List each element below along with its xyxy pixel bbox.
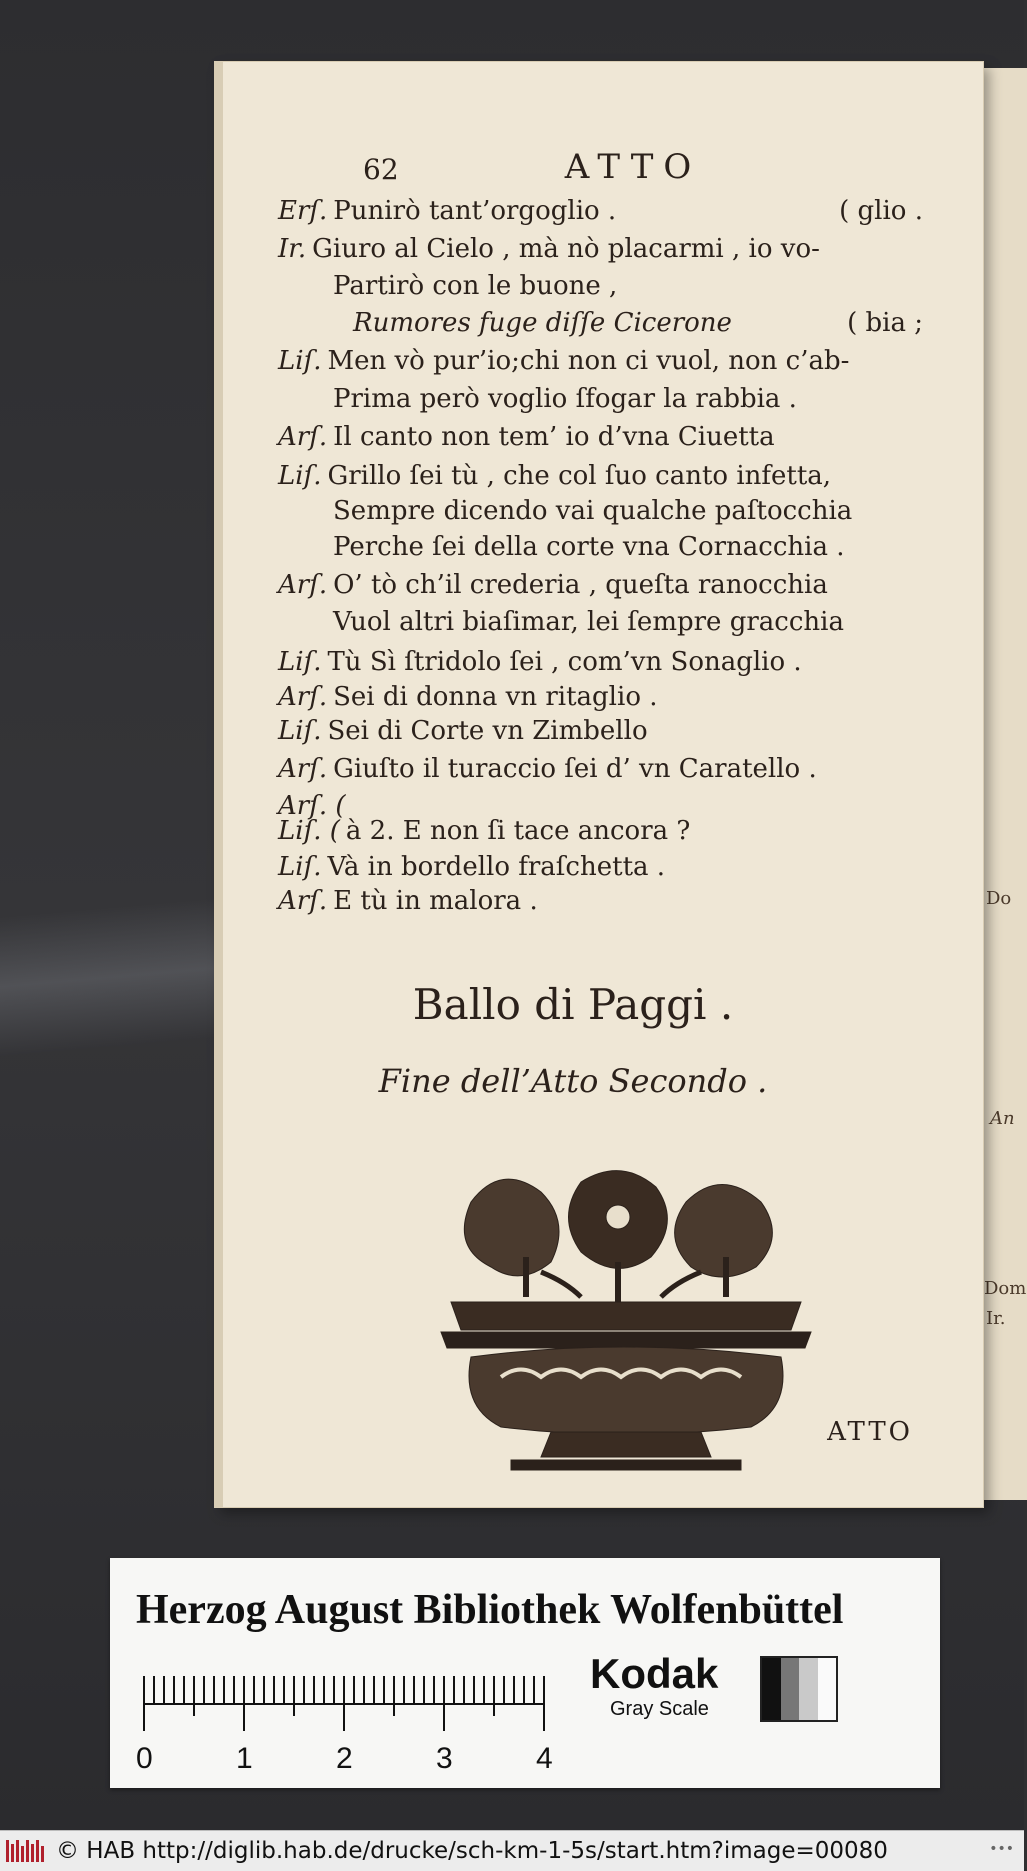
page-number: 62 [363, 153, 399, 186]
ruler-number: 1 [236, 1742, 253, 1775]
status-bar [0, 1830, 1024, 1871]
verse-line [278, 680, 923, 714]
flower-vase-ornament [431, 1162, 821, 1482]
ruler-number: 0 [136, 1742, 153, 1775]
verse-line [278, 814, 923, 848]
catchword: ATTO [827, 1417, 913, 1447]
fragment-3: Dom [984, 1278, 1027, 1299]
verse-text: Partirò con le buone , [333, 271, 618, 301]
ballo-heading: Ballo di Paggi . [412, 980, 734, 1029]
verse-text: Và in bordello fraſchetta . [327, 852, 666, 882]
speaker-label: Arſ. [278, 682, 328, 712]
verse-line [278, 420, 923, 454]
kodak-logo: Kodak [590, 1650, 719, 1697]
speaker-label: Liſ. [278, 346, 322, 376]
verse-text: Vuol altri biaſimar, lei ſempre gracchia [333, 607, 844, 637]
verse-line [278, 568, 923, 602]
verse-text: Men vò pur’io;chi non ci vuol, non c’ab- [327, 346, 850, 376]
verse-text: Giuro al Cielo , mà nò placarmi , io vo- [312, 234, 820, 264]
speaker-label: Arſ. [278, 570, 328, 600]
speaker-label: Liſ. ( [278, 816, 340, 846]
fragment-1: Do [986, 888, 1012, 909]
hab-logo-icon [6, 1838, 46, 1864]
verse-text: Sei di Corte vn Zimbello [327, 716, 648, 746]
verse-text: Tù Sì ſtridolo ſei , com’vn Sonaglio . [327, 647, 802, 677]
verse-line [278, 850, 923, 884]
speaker-label: Arſ. [278, 754, 328, 784]
ruler-scale [136, 1668, 560, 1778]
verse-line [333, 605, 923, 639]
gray-scale-label: Gray Scale [610, 1698, 709, 1720]
verse-text: à 2. E non ſi tace ancora ? [345, 816, 691, 846]
verse-line [278, 344, 923, 378]
verse-text: O’ tò ch’il crederia , queſta ranocchia [333, 570, 828, 600]
verse-text: Perche ſei della corte vna Cornacchia . [333, 532, 845, 562]
verse-text: Punirò tant’orgoglio . [333, 196, 617, 226]
verse-text: Grillo ſei tù , che col ſuo canto infetta, [327, 461, 832, 491]
verse-line [278, 884, 923, 918]
source-url-text: © HAB http://diglib.hab.de/drucke/sch-km-1-5s/start.htm?image=00080 [56, 1838, 888, 1864]
speaker-label: Liſ. [278, 461, 322, 491]
verse-overflow: ( glio . [839, 196, 923, 226]
verse-line [278, 459, 923, 493]
speaker-label: Liſ. [278, 647, 322, 677]
verse-line [278, 714, 923, 748]
speaker-label: Arſ. ( [278, 791, 346, 821]
verse-line [353, 306, 923, 340]
verse-line [278, 232, 923, 266]
institution-name: Herzog August Bibliothek Wolfenbüttel [136, 1587, 844, 1633]
fine-heading: Fine dell’Atto Secondo . [378, 1062, 768, 1100]
verse-text: Sempre dicendo vai qualche paſtocchia [333, 496, 853, 526]
verse-line [278, 645, 923, 679]
page-header [363, 147, 903, 187]
speaker-label: Erſ. [278, 196, 328, 226]
verse-line [333, 494, 923, 528]
verse-text: Giuſto il turaccio ſei d’ vn Caratello . [333, 754, 817, 784]
speaker-label: Arſ. [278, 422, 328, 452]
gray-scale-patch [760, 1656, 838, 1722]
book-page [215, 62, 983, 1507]
ruler-number: 2 [336, 1742, 353, 1775]
library-label-card [110, 1558, 940, 1788]
ruler-number: 4 [536, 1742, 553, 1775]
verse-line [333, 269, 923, 303]
verse-text: Rumores fuge diſſe Cicerone [353, 308, 732, 338]
speaker-label: Liſ. [278, 716, 322, 746]
verse-line [278, 752, 923, 786]
ruler-number: 3 [436, 1742, 453, 1775]
speaker-label: Ir. [278, 234, 307, 264]
running-title: ATTO [564, 147, 702, 187]
verse-line [333, 530, 923, 564]
verse-overflow: ( bia ; [847, 308, 923, 338]
verse-line [278, 194, 923, 228]
verse-text: E tù in malora . [333, 886, 538, 916]
speaker-label: Arſ. [278, 886, 328, 916]
more-icon[interactable]: ••• [989, 1841, 1014, 1857]
fragment-2: An [990, 1108, 1015, 1129]
verse-text: Prima però voglio ſfogar la rabbia . [333, 384, 797, 414]
verse-text: Sei di donna vn ritaglio . [333, 682, 658, 712]
speaker-label: Liſ. [278, 852, 322, 882]
verse-text: Il canto non tem’ io d’vna Ciuetta [333, 422, 775, 452]
verse-line [333, 382, 923, 416]
fragment-4: Ir. [986, 1308, 1006, 1329]
